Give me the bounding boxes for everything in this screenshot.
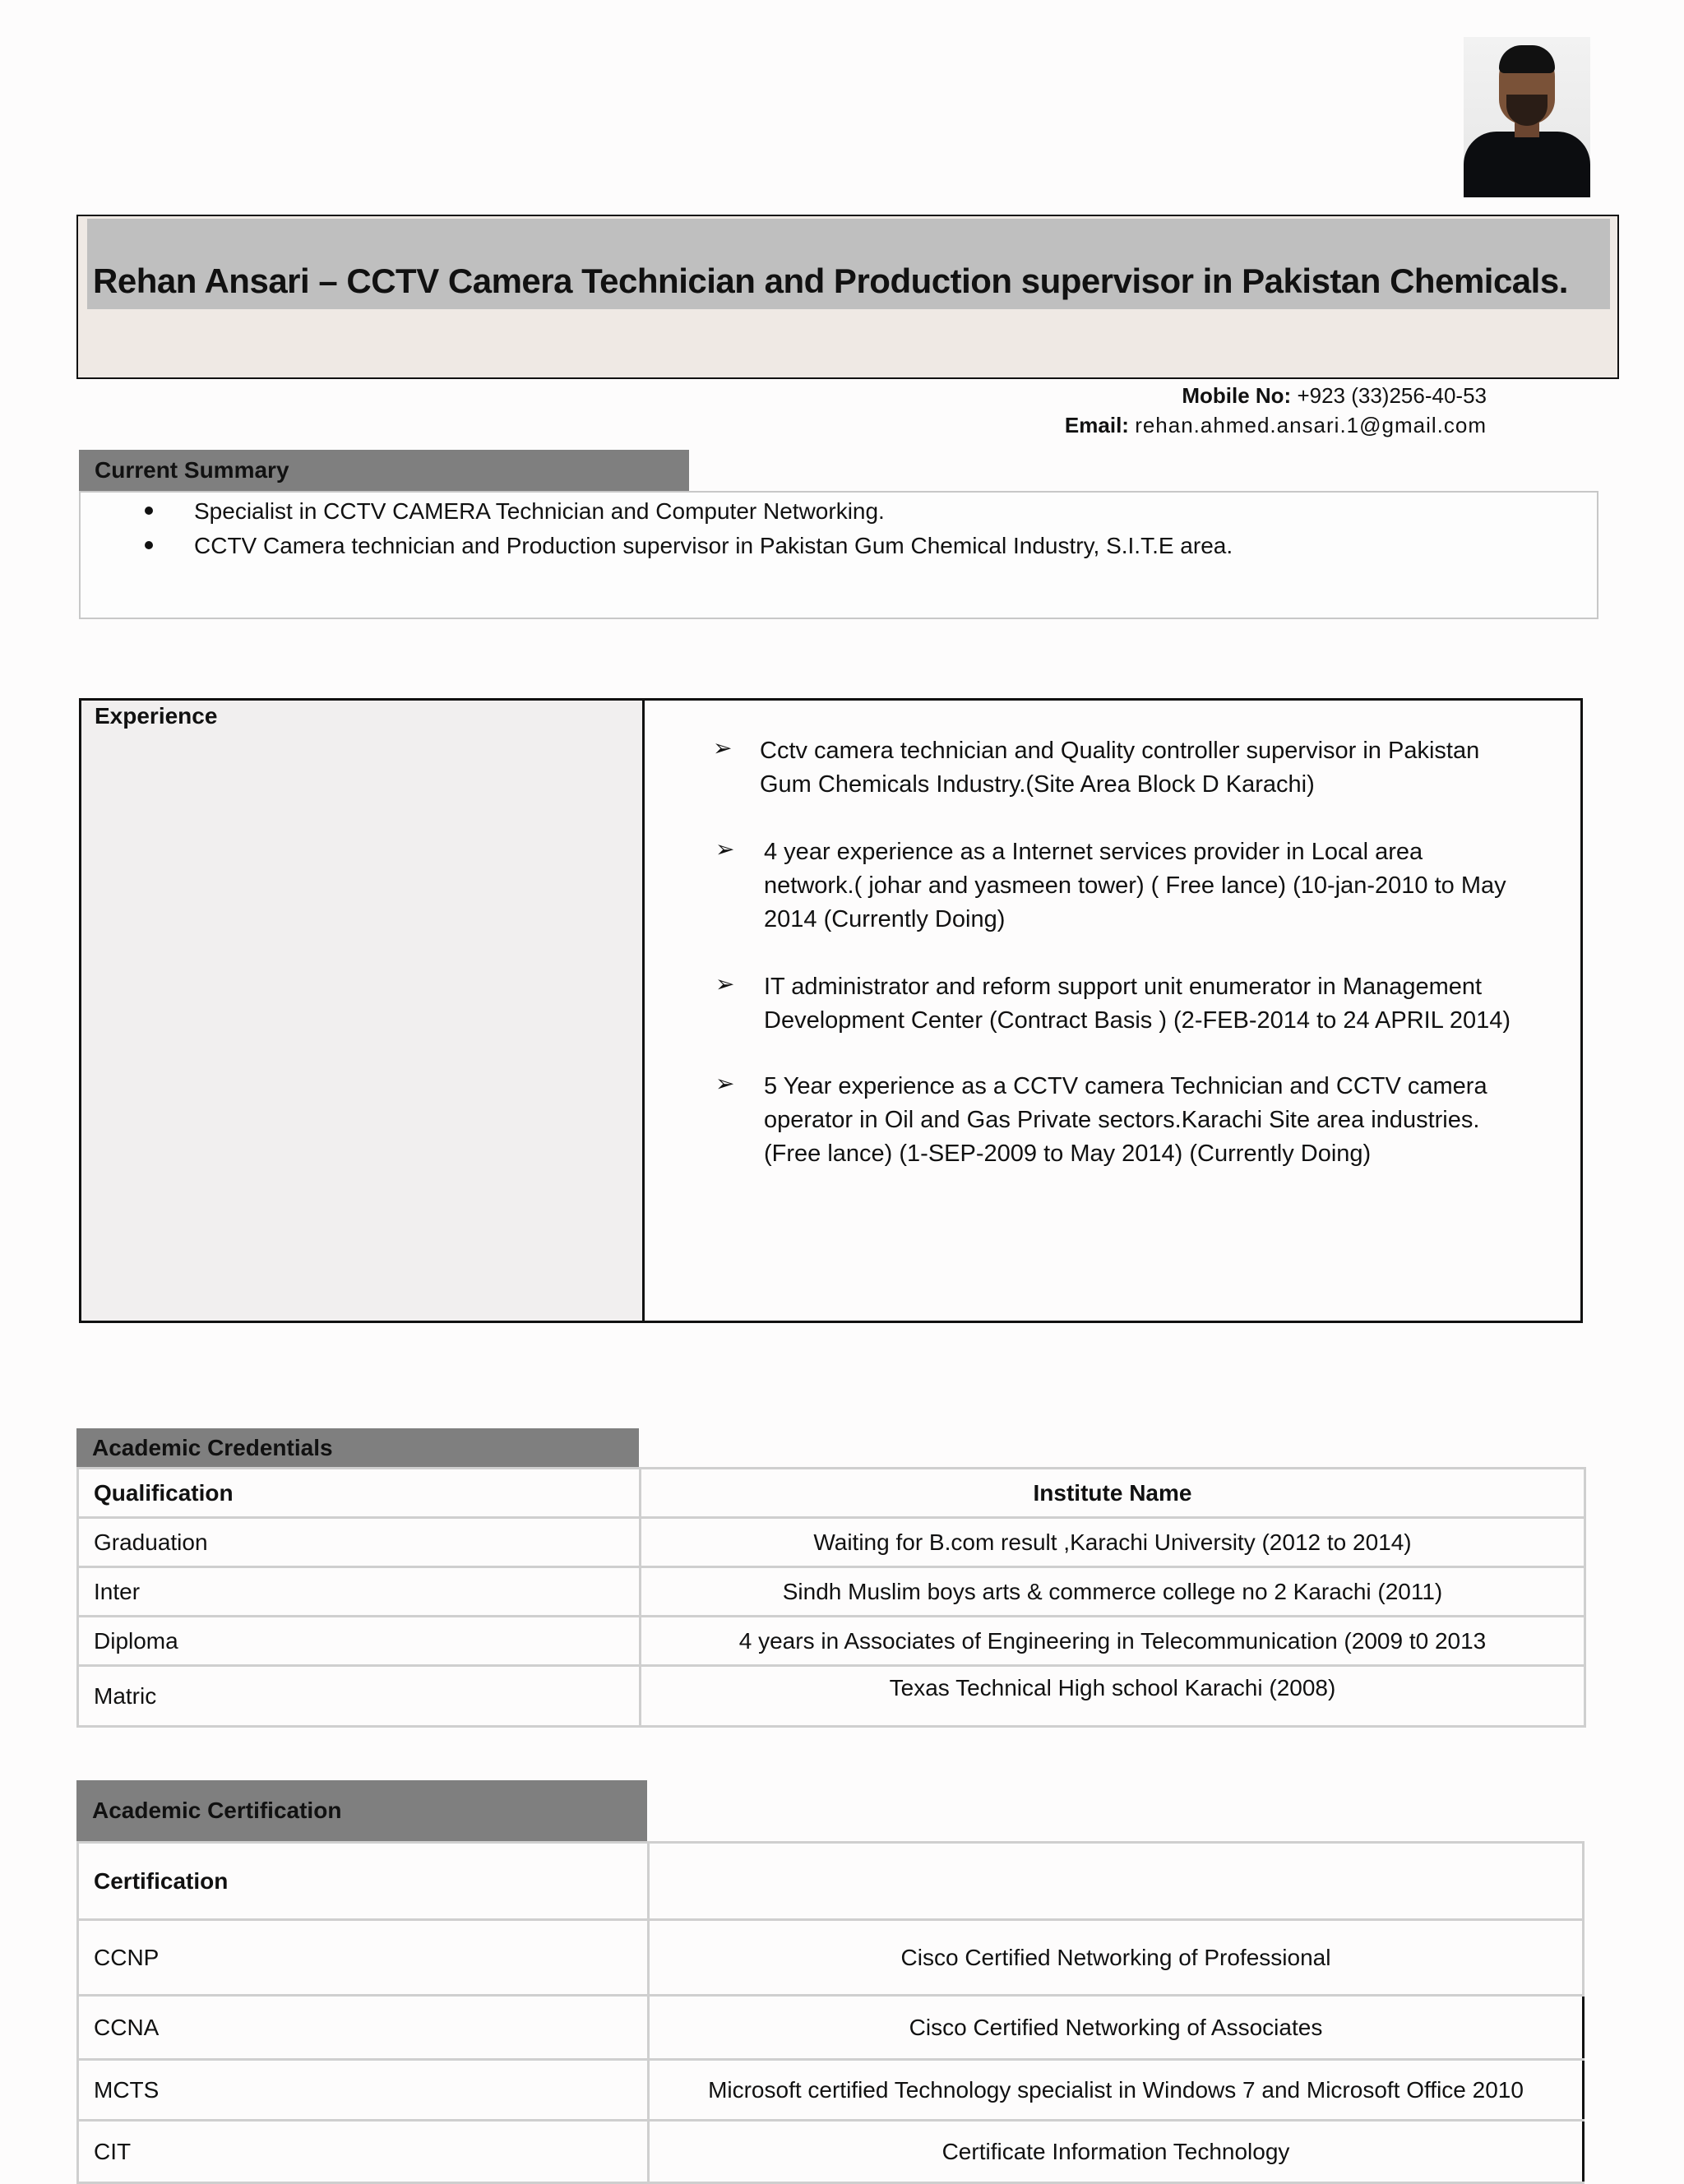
email-value: rehan.ahmed.ansari.1@gmail.com [1135, 413, 1487, 437]
table-row [78, 2121, 1584, 2183]
arrow-bullet-icon: ➢ [715, 836, 735, 862]
table-row [78, 1996, 1584, 2060]
academics-heading: Academic Credentials [76, 1428, 639, 1467]
email-label: Email: [1064, 413, 1129, 437]
table-row [78, 1567, 1585, 1617]
experience-item: Cctv camera technician and Quality controller supervisor in Pakistan Gum Chemicals Industry.(Site Area Block D Karachi) [760, 738, 1480, 798]
column-header-blank [649, 1843, 1584, 1920]
qualification-cell: Diploma [78, 1617, 641, 1666]
table-row [78, 1518, 1585, 1567]
qualification-cell: Graduation [78, 1518, 641, 1567]
experience-item: 4 year experience as a Internet services provider in Local area network.( johar and yasmeen tower) ( Free lance) (10-jan-2010 to May 2014 (Currently Doing) [764, 839, 1506, 932]
certification-code-cell: CIT [78, 2121, 649, 2183]
certification-desc-cell: Cisco Certified Networking of Professional [649, 1920, 1584, 1996]
certification-desc-cell: Microsoft certified Technology specialist in Windows 7 and Microsoft Office 2010 [649, 2060, 1584, 2121]
institute-cell: Sindh Muslim boys arts & commerce college no 2 Karachi (2011) [641, 1567, 1585, 1617]
qualification-cell: Matric [78, 1666, 641, 1727]
table-header-row [78, 1843, 1584, 1920]
institute-cell: Waiting for B.com result ,Karachi University (2012 to 2014) [641, 1518, 1585, 1567]
institute-cell: Texas Technical High school Karachi (2008) [641, 1666, 1585, 1727]
certifications-table [76, 1841, 1585, 2184]
summary-heading: Current Summary [79, 450, 689, 491]
column-header-institute: Institute Name [641, 1469, 1585, 1518]
table-row [78, 2060, 1584, 2121]
table-row [78, 1617, 1585, 1666]
experience-item: IT administrator and reform support unit enumerator in Management Development Center (Contract Basis ) (2-FEB-2014 to 24 APRIL 2014) [764, 974, 1511, 1034]
page-title: Rehan Ansari – CCTV Camera Technician and Production supervisor in Pakistan Chemicals. [93, 261, 1568, 300]
table-header-row [78, 1469, 1585, 1518]
arrow-bullet-icon: ➢ [715, 971, 735, 997]
certifications-heading: Academic Certification [76, 1780, 647, 1841]
experience-item: 5 Year experience as a CCTV camera Technician and CCTV camera operator in Oil and Gas Private sectors.Karachi Site area industries. (Free lance) (1-SEP-2009 to May 2014) (Currently Doing) [764, 1073, 1487, 1167]
certification-desc-cell: Certificate Information Technology [649, 2121, 1584, 2183]
certification-code-cell: CCNA [78, 1996, 649, 2060]
table-row [78, 1666, 1585, 1727]
arrow-bullet-icon: ➢ [715, 1071, 735, 1096]
mobile-label: Mobile No: [1182, 383, 1292, 408]
mobile-line [1182, 383, 1487, 409]
academics-table [76, 1467, 1586, 1728]
qualification-cell: Inter [78, 1567, 641, 1617]
column-header-qualification: Qualification [78, 1469, 641, 1518]
bullet-icon [145, 507, 153, 515]
email-line [1065, 413, 1487, 438]
experience-heading: Experience [95, 703, 218, 729]
summary-item: CCTV Camera technician and Production supervisor in Pakistan Gum Chemical Industry, S.I.T.E area. [145, 533, 1233, 559]
certification-desc-cell: Cisco Certified Networking of Associates [649, 1996, 1584, 2060]
certification-code-cell: MCTS [78, 2060, 649, 2121]
column-header-certification: Certification [78, 1843, 649, 1920]
certification-code-cell: CCNP [78, 1920, 649, 1996]
institute-cell: 4 years in Associates of Engineering in Telecommunication (2009 t0 2013 [641, 1617, 1585, 1666]
summary-item: Specialist in CCTV CAMERA Technician and Computer Networking. [145, 498, 885, 525]
bullet-icon [145, 541, 153, 549]
arrow-bullet-icon: ➢ [713, 735, 733, 761]
mobile-value: +923 (33)256-40-53 [1297, 383, 1487, 408]
profile-photo [1464, 37, 1590, 197]
table-row [78, 1920, 1584, 1996]
experience-label-cell [79, 698, 645, 1323]
